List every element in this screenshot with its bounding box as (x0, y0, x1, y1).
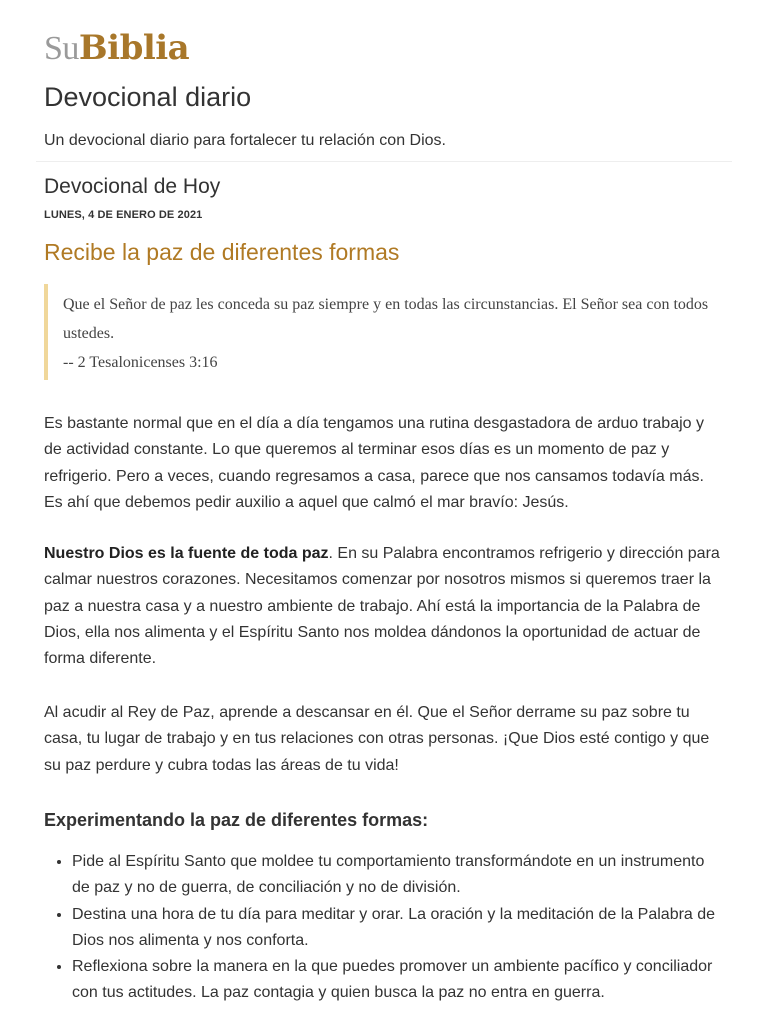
subheading: Experimentando la paz de diferentes formas: (44, 810, 429, 830)
quote-reference: -- 2 Tesalonicenses 3:16 (63, 354, 218, 371)
bible-quote (44, 284, 720, 380)
site-logo[interactable] (44, 28, 189, 69)
header-divider (36, 161, 732, 162)
paragraph-2-bold: Nuestro Dios es la fuente de toda paz (44, 545, 329, 562)
post-date: LUNES, 4 DE ENERO DE 2021 (44, 209, 203, 221)
bullet-list (44, 849, 726, 1007)
paragraph-2-rest: . En su Palabra encontramos refrigerio y dirección para calmar nuestros corazones. Necesitamos comenzar por nosotros mismos si queremos traer la paz a nuestra casa y a nuestro ambiente de trabajo. Ahí está la importancia de la Palabra de Dios, ella nos alimenta y el Espíritu Santo nos moldea dándonos la oportunidad de actuar de forma diferente. (44, 545, 720, 668)
logo-biblia: Biblia (78, 28, 190, 68)
section-title: Devocional de Hoy (44, 175, 221, 198)
list-item: • Pide al Espíritu Santo que moldee tu comportamiento transformándote en un instrumento de paz y no de guerra, de conciliación y no de división. (72, 849, 726, 902)
list-item: • Reflexiona sobre la manera en la que puedes promover un ambiente pacífico y conciliador con tus actitudes. La paz contagia y quien busca la paz no entra en guerra. (72, 954, 726, 1007)
paragraph-2 (44, 541, 726, 672)
site-title[interactable]: Devocional diario (44, 82, 252, 112)
logo-su: Su (44, 30, 79, 67)
list-item: • Destina una hora de tu día para meditar y orar. La oración y la meditación de la Palabra de Dios nos alimenta y nos conforta. (72, 902, 726, 955)
paragraph-1: Es bastante normal que en el día a día tengamos una rutina desgastadora de arduo trabajo y de actividad constante. Lo que queremos al terminar esos días es un momento de paz y refrigerio. Pero a veces, cuando regresamos a casa, parece que nos cansamos todavía más. Es ahí que debemos pedir auxilio a aquel que calmó el mar bravío: Jesús. (44, 415, 704, 511)
site-description: Un devocional diario para fortalecer tu relación con Dios. (44, 132, 446, 149)
paragraph-3: Al acudir al Rey de Paz, aprende a descansar en él. Que el Señor derrame su paz sobre tu casa, tu lugar de trabajo y en tus relaciones con otras personas. ¡Que Dios esté contigo y que su paz perdure y cubra todas las áreas de tu vida! (44, 704, 710, 774)
quote-text: Que el Señor de paz les conceda su paz siempre y en todas las circunstancias. El Señor sea con todos ustedes. (63, 296, 709, 342)
post-title[interactable]: Recibe la paz de diferentes formas (44, 239, 400, 265)
